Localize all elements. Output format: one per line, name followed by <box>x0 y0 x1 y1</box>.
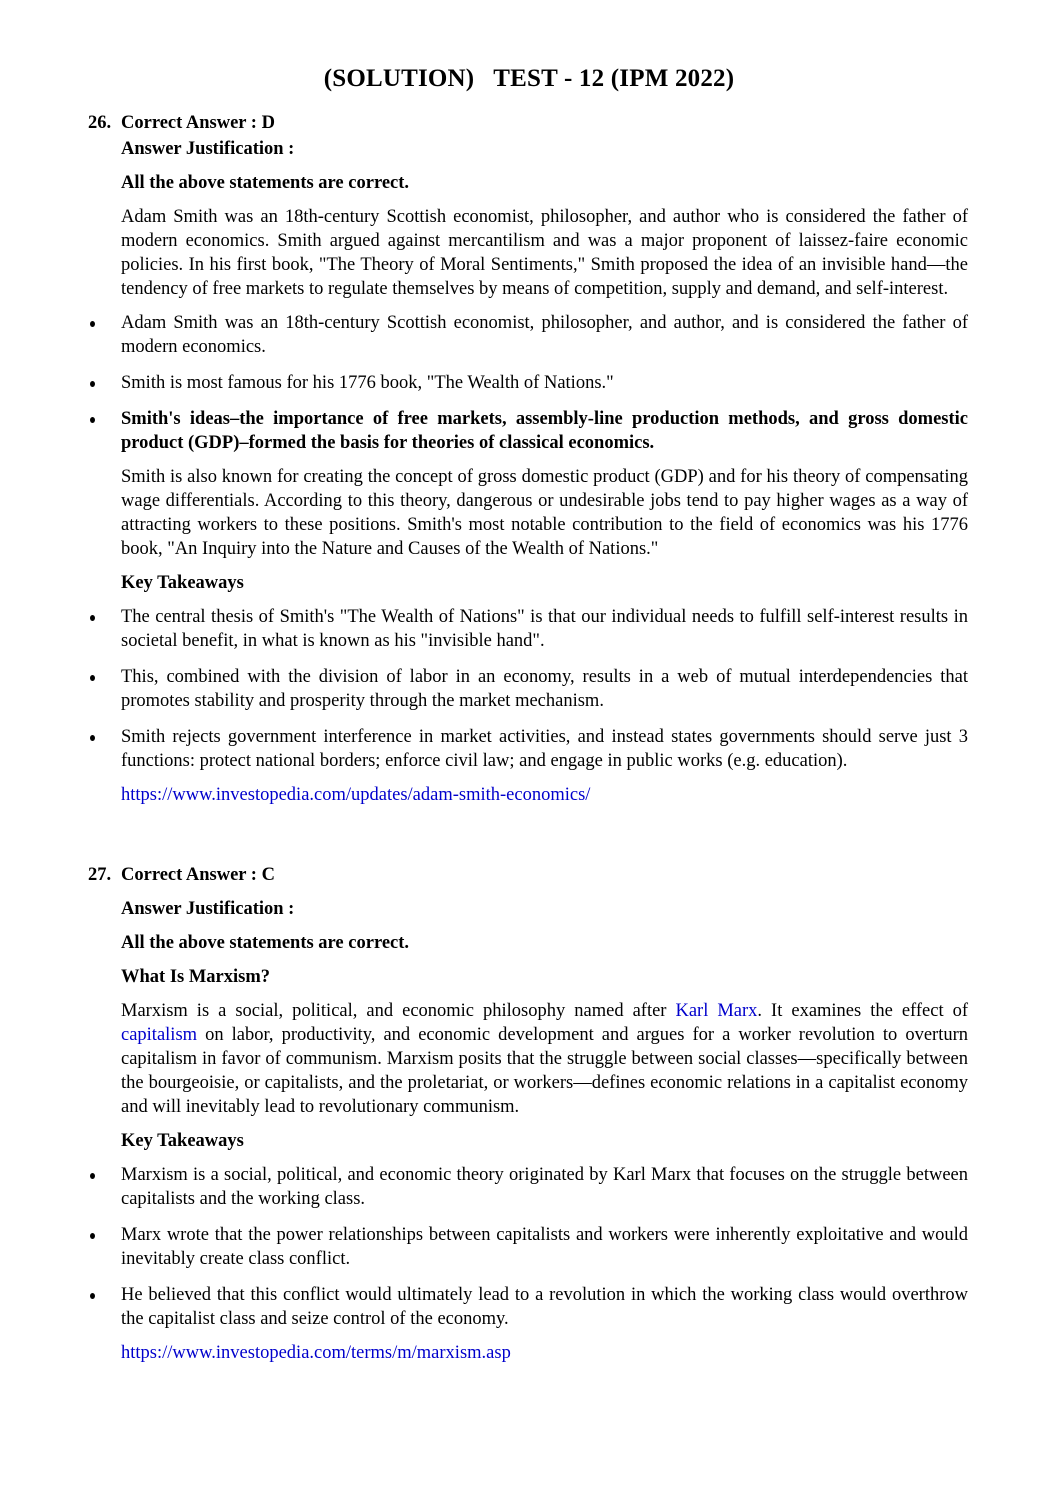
capitalism-link[interactable]: capitalism <box>121 1025 198 1045</box>
list-item: He believed that this conflict would ultimately lead to a revolution in which the working class would overthrow the capitalist class and seize control of the economy. <box>88 1283 968 1331</box>
correct-answer: Correct Answer : C <box>121 865 275 885</box>
bullet-icon <box>90 735 95 741</box>
list-item: Adam Smith was an 18th-century Scottish economist, philosopher, and author, and is considered the father of modern economics. <box>88 311 968 359</box>
list-item: Marx wrote that the power relationships between capitalists and workers were inherently exploitative and would inevitably create class conflict. <box>88 1223 968 1271</box>
page-title: (SOLUTION) TEST - 12 (IPM 2022) <box>323 65 735 92</box>
correct-answer-heading <box>88 863 968 887</box>
bullet-icon <box>90 381 95 387</box>
bullet-list <box>88 311 968 455</box>
bullet-icon <box>90 615 95 621</box>
correct-answer-heading <box>88 111 968 135</box>
intro-paragraph: Marxism is a social, political, and economic philosophy named after Karl Marx. It examines the effect of capitalism on labor, productivity, and economic development and argues for a worker revolution to overturn capitalism in favor of communism. Marxism posits that the struggle between social classes—specifically between the bourgeoisie, or capitalists, and the proletariat, or workers—defines economic relations in a capitalist economy and will inevitably lead to revolutionary communism. <box>121 1001 968 1117</box>
takeaways-list <box>88 1163 968 1331</box>
subheading: What Is Marxism? <box>121 967 271 987</box>
statement: All the above statements are correct. <box>121 173 410 193</box>
bullet-icon <box>90 417 95 423</box>
source-link[interactable]: https://www.investopedia.com/updates/adam-smith-economics/ <box>121 785 591 805</box>
key-takeaways-heading: Key Takeaways <box>121 573 244 593</box>
bullet-icon <box>90 675 95 681</box>
bullet-icon <box>90 1233 95 1239</box>
list-item: Smith rejects government interference in market activities, and instead states governments should serve just 3 functions: protect national borders; enforce civil law; and engage in public works (e.g. education). <box>88 725 968 773</box>
correct-answer: Correct Answer : D <box>121 113 275 133</box>
bullet-icon <box>90 1173 95 1179</box>
intro-paragraph: Adam Smith was an 18th-century Scottish economist, philosopher, and author who is considered the father of modern economics. Smith argued against mercantilism and was a major proponent of laissez-faire economic policies. In his first book, "The Theory of Moral Sentiments," Smith proposed the idea of an invisible hand—the tendency of free markets to regulate themselves by means of competition, supply and demand, and self-interest. <box>121 207 968 299</box>
question-27 <box>88 863 968 1365</box>
bullet-icon <box>90 1293 95 1299</box>
question-26 <box>88 111 968 807</box>
question-number: 26. <box>88 113 112 133</box>
list-item: Smith's ideas–the importance of free markets, assembly-line production methods, and gross domestic product (GDP)–formed the basis for theories of classical economics. <box>88 407 968 455</box>
source-link[interactable]: https://www.investopedia.com/terms/m/marxism.asp <box>121 1343 511 1363</box>
list-item: Smith is most famous for his 1776 book, "The Wealth of Nations." <box>88 371 968 395</box>
karl-marx-link[interactable]: Karl Marx <box>675 1001 758 1021</box>
bullet-icon <box>90 321 95 327</box>
list-item: The central thesis of Smith's "The Wealth of Nations" is that our individual needs to fulfill self-interest results in societal benefit, in what is known as his "invisible hand". <box>88 605 968 653</box>
justification-label: Answer Justification : <box>121 139 295 159</box>
key-takeaways-heading: Key Takeaways <box>121 1131 244 1151</box>
question-number: 27. <box>88 865 112 885</box>
list-item: Marxism is a social, political, and economic theory originated by Karl Marx that focuses on the struggle between capitalists and the working class. <box>88 1163 968 1211</box>
takeaways-list <box>88 605 968 773</box>
statement: All the above statements are correct. <box>121 933 410 953</box>
justification-label: Answer Justification : <box>121 899 295 919</box>
list-item: This, combined with the division of labor in an economy, results in a web of mutual interdependencies that promotes stability and prosperity through the market mechanism. <box>88 665 968 713</box>
body-paragraph: Smith is also known for creating the concept of gross domestic product (GDP) and for his theory of compensating wage differentials. According to this theory, dangerous or undesirable jobs tend to pay higher wages as a way of attracting workers to these positions. Smith's most notable contribution to the field of economics was his 1776 book, "An Inquiry into the Nature and Causes of the Wealth of Nations." <box>121 467 968 559</box>
